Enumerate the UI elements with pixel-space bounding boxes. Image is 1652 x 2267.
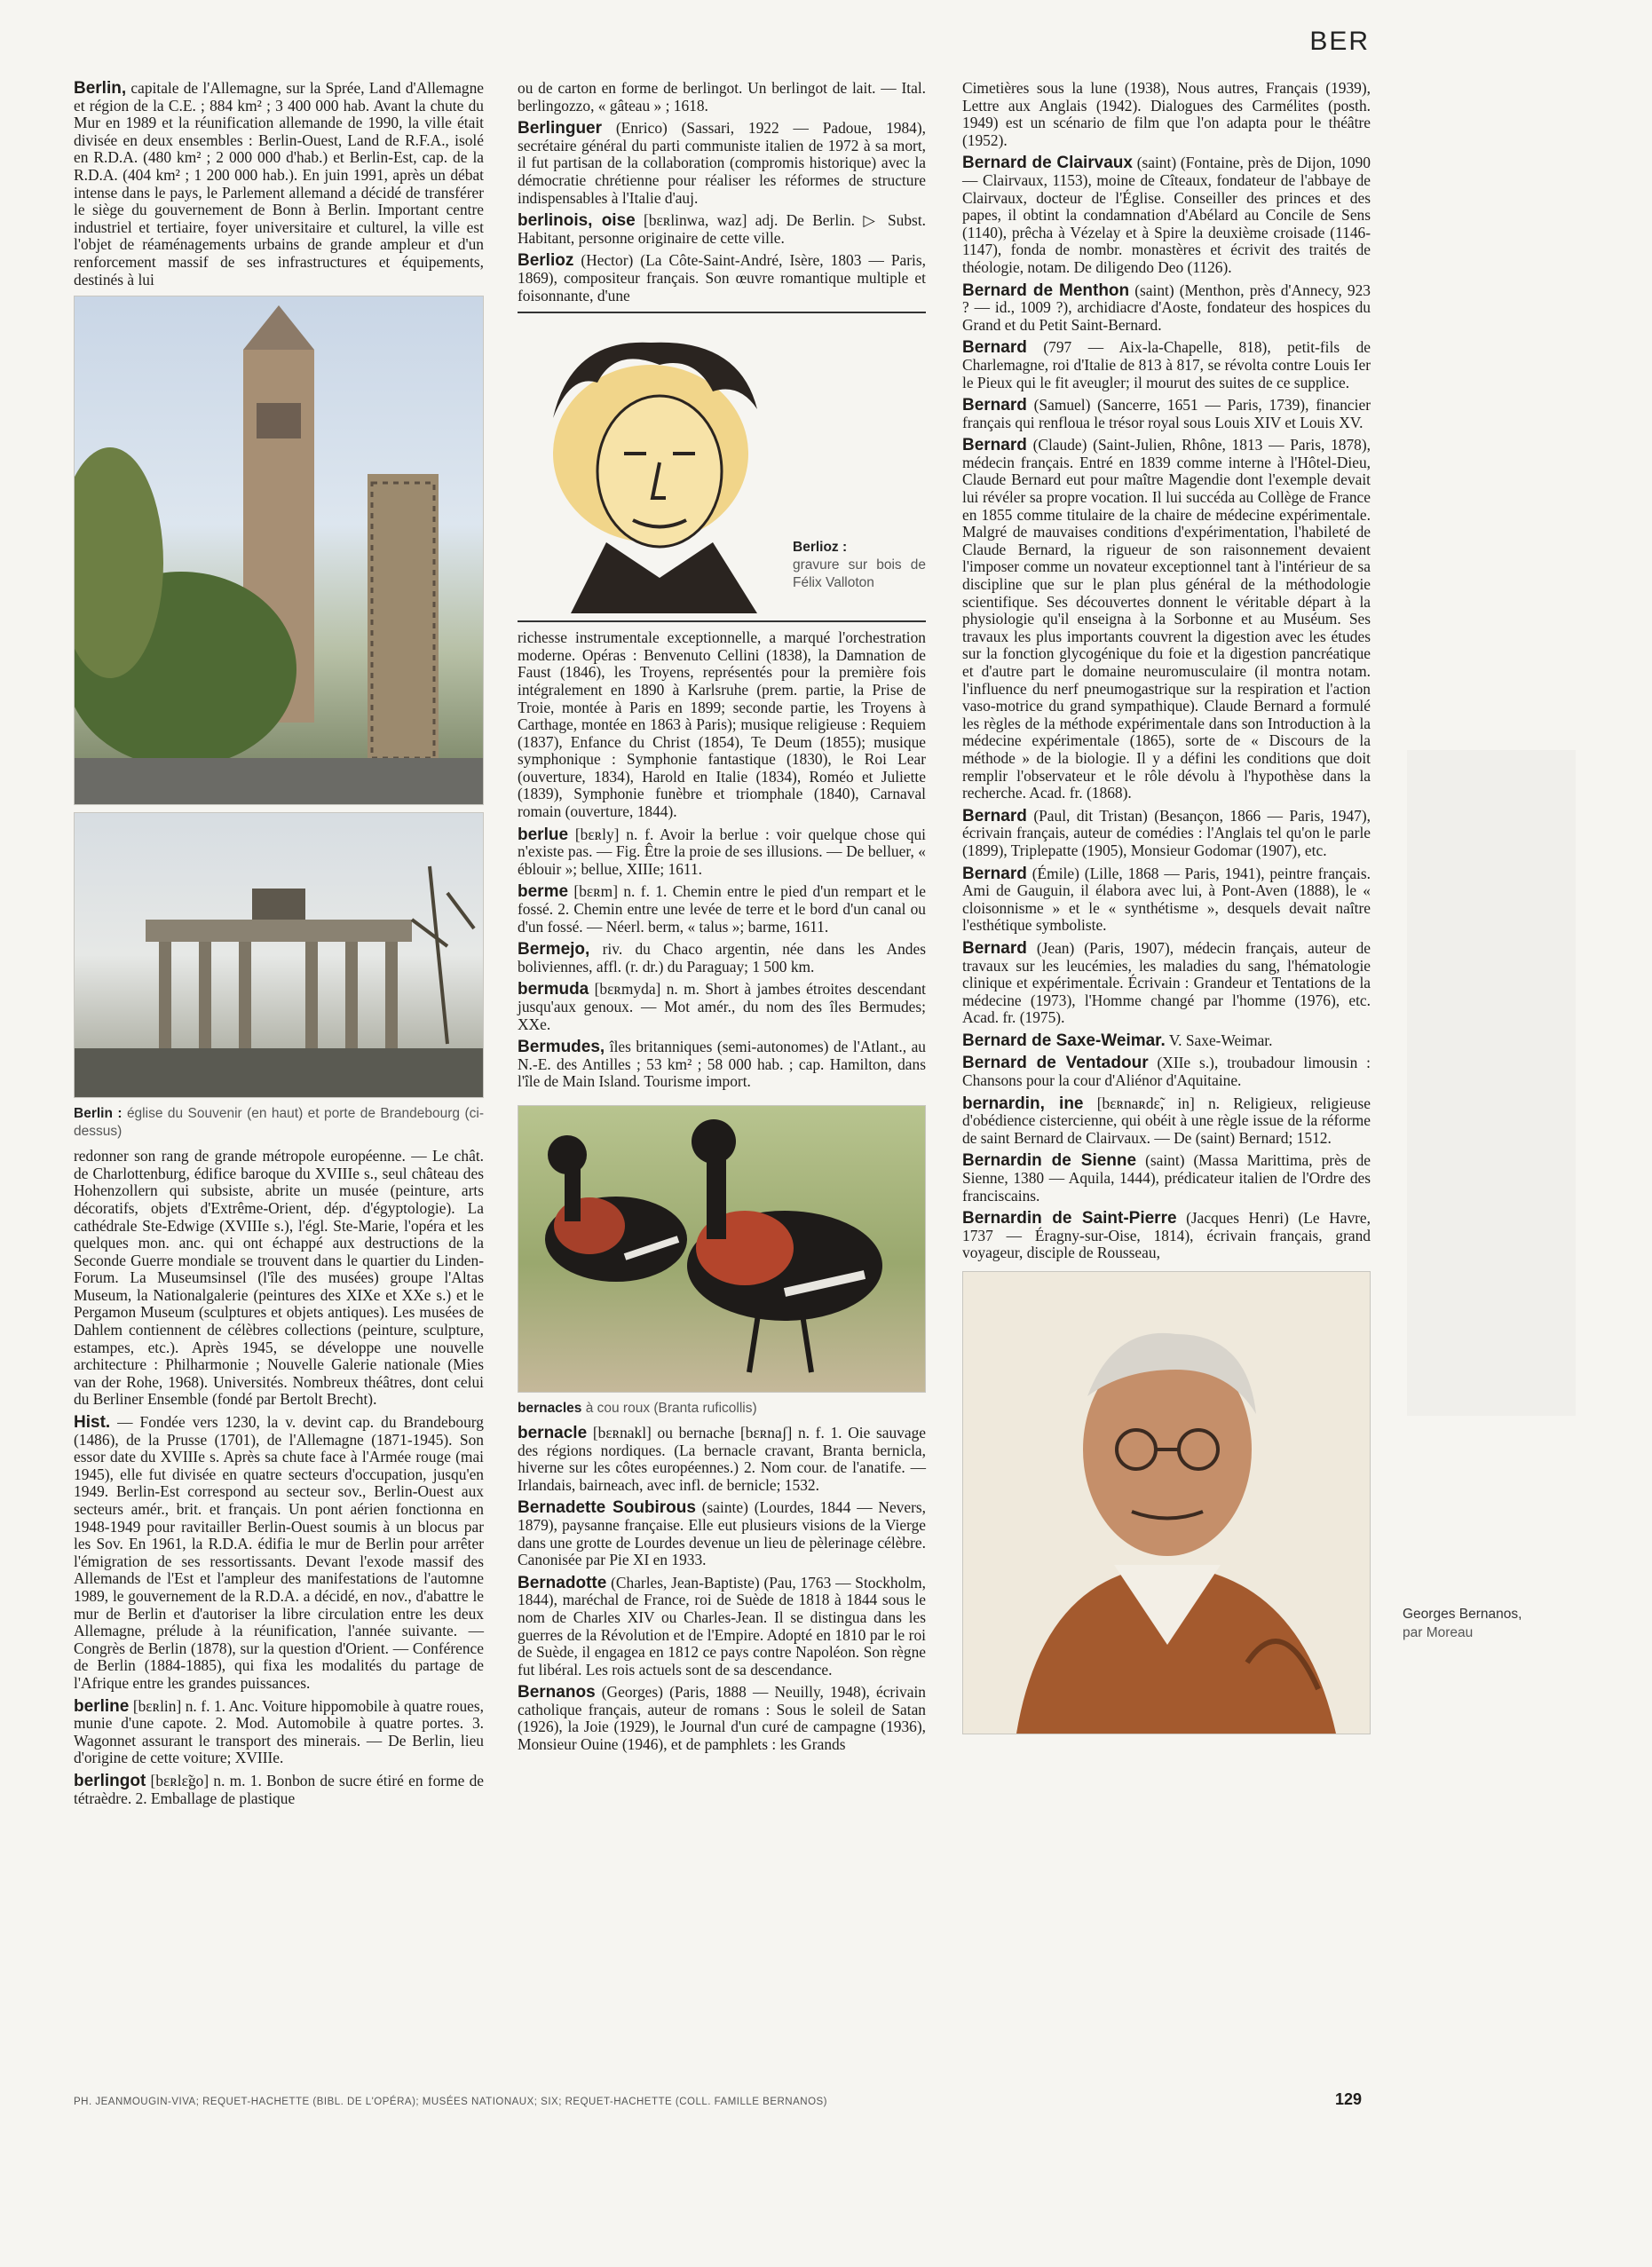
church-icon <box>75 296 483 804</box>
entry-text: (Paul, dit Tristan) (Besançon, 1866 — Paris, 1947), écrivain français, auteur de comédies : l'Anglais tel qu'on le parle (1899), Triplepatte (1905), Monsieur Godomar (1907), etc. <box>962 806 1371 859</box>
entry-text: [bɛʀm] n. f. 1. Chemin entre le pied d'un rempart et le fossé. 2. Chemin entre une levée de terre et le bord d'un canal ou d'un fossé. — Néerl. berm, « talus »; barme, 1611. <box>518 882 926 936</box>
entry-headword: Bernardin de Saint-Pierre <box>962 1209 1177 1228</box>
dictionary-entry <box>962 808 1371 860</box>
entry-text: [bɛʀlinwa, waz] adj. De Berlin. ▷ Subst. Habitant, personne originaire de cette ville. <box>518 211 926 247</box>
entry-headword: berlinois, oise <box>518 211 636 231</box>
entries-berlingot-berlioz <box>518 80 926 304</box>
dictionary-entry <box>518 941 926 976</box>
entry-text: V. Saxe-Weimar. <box>1168 1031 1273 1049</box>
dictionary-entry <box>518 1499 926 1568</box>
dictionary-entry <box>962 1152 1371 1205</box>
entries-berlin <box>74 80 484 288</box>
dictionary-entry <box>962 437 1371 802</box>
dictionary-entry <box>518 1684 926 1753</box>
entry-headword: berme <box>518 882 569 902</box>
entry-text: [bɛʀnaʀdɛ̃, in] n. Religieux, religieuse d'obédience cistercienne, qui obéit à une règle issue de la réforme de saint Bernard de Clairvaux. — De (saint) Bernard; 1512. <box>962 1094 1371 1147</box>
dictionary-entry <box>518 80 926 115</box>
dictionary-entry <box>962 154 1371 276</box>
dictionary-entry <box>962 80 1371 149</box>
entry-text: (saint) (Massa Marittima, près de Sienne, 1380 — Aquila, 1444), prédicateur italien de l'Ordre des franciscains. <box>962 1151 1371 1205</box>
entry-headword: Bernard <box>962 938 1027 958</box>
dictionary-entry <box>962 865 1371 935</box>
entry-headword: Berlin, <box>74 79 127 98</box>
entry-text: (Charles, Jean-Baptiste) (Pau, 1763 — Stockholm, 1844), maréchal de France, roi de Suède de 1818 à 1844 sous le nom de Charles XIV ou Charles-Jean. Il se distingua dans les guerres de la Révolution et de l'Empire. Adopté en 1810 par le roi de Suède, il engagea en 1812 ce pays contre Napoléon. Son règne fut libéral. Les rois actuels sont de sa descendance. <box>518 1573 926 1679</box>
caption-berlioz: Berlioz : gravure sur bois de Félix Valloton <box>793 540 926 591</box>
photo-brandenburg-gate <box>74 812 484 1098</box>
dictionary-entry <box>518 883 926 936</box>
entry-text: (XIIe s.), troubadour limousin : Chansons pour la cour d'Aliénor d'Aquitaine. <box>962 1054 1371 1090</box>
section-header: BER <box>1309 27 1370 56</box>
entry-text: [bɛʀlin] n. f. 1. Anc. Voiture hippomobile à quatre roues, munie d'une capote. 2. Mod. Automobile à quatre portes. 3. Wagonnet assurant le transport des minerais. — De Berlin, lieu d'origine de cette voiture; XVIIIe. <box>74 1696 484 1767</box>
entry-headword: Hist. <box>74 1413 111 1433</box>
entry-headword: Bermudes, <box>518 1038 605 1057</box>
dictionary-entry <box>962 1210 1371 1262</box>
entry-headword: berline <box>74 1696 130 1716</box>
entry-text: (Samuel) (Sancerre, 1651 — Paris, 1739), financier français qui renfloua le trésor royal sous Louis XIV et Louis XV. <box>962 396 1371 431</box>
dictionary-entry <box>518 826 926 879</box>
entry-text: (Georges) (Paris, 1888 — Neuilly, 1948), écrivain catholique français, auteur de romans : Sous le soleil de Satan (1926), la Joie (1929), le Journal d'un curé de campagne (1936), Monsieur Ouine (1946), et de pamphlets : les Grands <box>518 1683 926 1754</box>
entry-headword: Bernadotte <box>518 1573 607 1592</box>
entry-text: îles britanniques (semi-autonomes) de l'Atlant., au N.-E. des Antilles ; 53 km² ; 58 000 hab. ; cap. Hamilton, dans l'île de Main Island. Tourisme import. <box>518 1038 926 1091</box>
bernanos-portrait-icon <box>963 1272 1370 1734</box>
entry-headword: Bernanos <box>518 1683 596 1702</box>
entry-text: capitale de l'Allemagne, sur la Sprée, Land d'Allemagne et région de la C.E. ; 884 km² ; 3 400 000 hab. Avant la chute du Mur en 1989 et la réunification allemande de 1990, la ville était divisée en deux ensembles : Berlin-Ouest, Land de R.F.A., isolé en R.D.A. (480 km² ; 2 000 000 d'hab.) et Berlin-Est, cap. de la R.D.A. (404 km² ; 1 200 000 hab.). En juin 1991, après un débat intense dans le pays, le Parlement allemand a décidé de transférer le siège du gouvernement de Bonn à Berlin. Important centre industriel et tertiaire, foyer universitaire et culturel, la ville est l'objet de réaménagements urbains de grande ampleur et d'un renforcement massif de ses infrastructures et équipements, destinés à lui <box>74 79 484 288</box>
gate-icon <box>75 813 483 1097</box>
dictionary-entry <box>962 397 1371 431</box>
show-through-image <box>1407 750 1576 1416</box>
dictionary-entry <box>74 1773 484 1807</box>
page-number: 129 <box>1335 2090 1363 2108</box>
dictionary-entry <box>518 629 926 821</box>
caption-bernanos: Georges Bernanos, par Moreau <box>1403 1607 1522 1640</box>
entry-headword: Bernard de Menthon <box>962 280 1130 300</box>
entry-text: (Enrico) (Sassari, 1922 — Padoue, 1984), secrétaire général du parti communiste italien de 1972 à sa mort, il fut partisan de la collaboration (compromis historique) avec la démocratie chrétienne pour réaliser les réformes de structure indispensables à l'Italie d'auj. <box>518 119 927 207</box>
caption-bernacles: bernacles à cou roux (Branta ruficollis) <box>518 1400 757 1416</box>
berlioz-portrait-icon <box>518 320 775 613</box>
dictionary-entry <box>962 282 1371 335</box>
entry-text: — Fondée vers 1230, la v. devint cap. du Brandebourg (1486), de la Prusse (1701), de l'Allemagne (1871-1945). Son essor date du XVIIIe s. Après sa chute face à l'Armée rouge (mai 1945), elle fut divisée en quatre secteurs d'occupation, jusqu'en 1949. Berlin-Est correspond au secteur sov., Berlin-Ouest aux secteurs amér., brit. et français. Un pont aérien fonctionna en 1948-1949 pour ravitailler Berlin-Ouest soumis à un blocus par les Sov. En 1961, la R.D.A. édifia le mur de Berlin pour arrêter l'émigration de ses ressortissants. Devant l'exode massif des Allemands de l'Est et l'ampleur des manifestations de l'automne 1989, le gouvernement de la R.D.A. a décidé, en nov., d'abattre le mur de Berlin et d'autoriser la libre circulation entre les deux Allemagne, prélude à la réunification, l'année suivante. — Congrès de Berlin (1878), sur la question d'Orient. — Conférence de Berlin (1884-1885), qui fixa les modalités du partage de l'Afrique entre les grandes puissances. <box>74 1413 484 1692</box>
dictionary-entry <box>518 120 926 207</box>
dictionary-entry <box>74 80 484 288</box>
dictionary-entry <box>518 981 926 1033</box>
entry-headword: bernardin, ine <box>962 1094 1084 1113</box>
entry-text: (saint) (Menthon, près d'Annecy, 923 ? — id., 1009 ?), archidiacre d'Aoste, fondateur des hospices du Grand et du Petit Saint-Bernard. <box>962 280 1371 334</box>
entry-text: (Claude) (Saint-Julien, Rhône, 1813 — Paris, 1878), médecin français. Entré en 1839 comme interne à l'Hôtel-Dieu, Claude Bernard eut pour maître Magendie dont l'exemple devait lui révéler sa propre vocation. Il lui succéda au Collège de France en 1855 comme titulaire de la chaire de médecine expérimentale. Malgré de mauvaises conditions d'expérimentation, l'habileté de Claude Bernard, la rigueur de son raisonnement devaient l'imposer comme un novateur exceptionnel tant à l'intérieur de sa discipline que sur le plan plus général de la méthodologie scientifique. Ses découvertes donnent le véritable départ à la physiologie qu'il enseigna à la Sorbonne et au Muséum. Ses travaux les plus importants couvrent la digestion avec les études sur la fonction glycogénique du foie et la digestion pancréatique et d'autre part le domaine neuromusculaire (il montra notam. l'influence du nerf pneumogastrique sur la respiration et l'action vaso-motrice du grand sympathique). Claude Bernard a formulé les règles de la méthode expérimentale dans son Introduction à la médecine expérimentale (1865), sorte de « Discours de la méthode » de la biologie. Il y a défini les conditions que doit remplir l'observateur et le rôle dévolu à l'hypothèse dans la recherche. Acad. fr. (1868). <box>962 436 1371 802</box>
column-2 <box>518 80 926 1759</box>
dictionary-entry <box>74 1414 484 1693</box>
entry-headword: berlue <box>518 825 569 844</box>
entry-headword: Bernard de Clairvaux <box>962 154 1133 173</box>
entries-bernacle-bernanos <box>518 1425 926 1754</box>
entry-text: (Jacques Henri) (Le Havre, 1737 — Éragny-sur-Oise, 1814), écrivain français, grand voyageur, disciple de Rousseau, <box>962 1209 1371 1262</box>
goose-icon <box>518 1106 926 1392</box>
column-1 <box>74 80 484 1813</box>
entry-headword: Berlioz <box>518 251 574 271</box>
entries-berlioz-bermudes <box>518 629 926 1091</box>
dictionary-entry <box>962 940 1371 1027</box>
entry-headword: Berlinguer <box>518 119 603 138</box>
dictionary-entry <box>518 1575 926 1679</box>
dictionary-entry <box>74 1698 484 1767</box>
entry-text: [bɛʀlɛ̃go] n. m. 1. Bonbon de sucre étiré en forme de tétraèdre. 2. Emballage de plastique <box>74 1771 484 1807</box>
dictionary-entry <box>962 339 1371 391</box>
entry-text: (Hector) (La Côte-Saint-André, Isère, 1803 — Paris, 1869), compositeur français. Son œuvre romantique multiple et foisonnante, d'une <box>518 251 926 304</box>
entry-text: riv. du Chaco argentin, née dans les Andes boliviennes, affl. (r. dr.) du Paraguay; 1 500 km. <box>518 940 926 976</box>
entry-text: richesse instrumentale exceptionnelle, a marqué l'orchestration moderne. Opéras : Benvenuto Cellini (1838), la Damnation de Faust (1846), les Troyens, représentés pour la première fois intégralement en 1890 à Karlsruhe (prem. partie, la Prise de Troie, montée à Paris en 1899; seconde partie, les Troyens à Carthage, montée en 1863 à Paris); musique religieuse : Requiem (1837), Enfance du Christ (1854), Te Deum (1855); musique symphonique : Symphonie fantastique (1830), le Roi Lear (ouverture, 1834), Harold en Italie (1834), Roméo et Juliette (1839), Symphonie funèbre et triomphale (1840), Carnaval romain (ouverture, 1844). <box>518 628 926 821</box>
dictionary-entry <box>518 1039 926 1091</box>
entry-text: redonner son rang de grande métropole européenne. — Le chât. de Charlottenburg, édifice baroque du XVIIIe s., seul château des Hohenzollern qui subsiste, abrite un musée (peinture, arts décoratifs, objets d'Extrême-Orient, dép. d'égyptologie). La cathédrale Ste-Edwige (XVIIIe s.), l'égl. Ste-Marie, l'opéra et les quelques mon. anc. qui ont échappé aux destructions de la Seconde Guerre mondiale se trouvent dans le quartier du Linden-Forum. La Museumsinsel (l'île des musées) groupe l'Altas Museum, la Nationalgalerie (peintures des XIXe et XXe s.) et le Pergamon Museum (sculptures et objets antiques). Les musées de Dahlem contiennent de célèbres collections (peinture, sculpture, estampes, etc.). Après 1945, se développe une nouvelle architecture : Philharmonie ; Nouvelle Galerie nationale (Mies van der Rohe, 1968). Universités. Nombreux théâtres, dont celui du Berliner Ensemble (fondé par Bertolt Brecht). <box>74 1147 484 1409</box>
dictionary-entry <box>518 212 926 247</box>
entry-text: (797 — Aix-la-Chapelle, 818), petit-fils de Charlemagne, roi d'Italie de 813 à 817, se révolta contre Louis Ier le Pieux qui le fit aveugler; il mourut des suites de ce supplice. <box>962 338 1371 391</box>
dictionary-entry <box>518 1425 926 1494</box>
entry-headword: Bernard <box>962 396 1027 415</box>
column-3 <box>962 80 1371 1742</box>
entry-headword: Bernard <box>962 338 1027 358</box>
dictionary-entry <box>74 1148 484 1409</box>
entries-bernard <box>962 80 1371 1262</box>
entry-headword: Bernard <box>962 436 1027 455</box>
entry-text: (Émile) (Lille, 1868 — Paris, 1941), peintre français. Ami de Gauguin, il élabora avec lui, à Pont-Aven (1888), le « cloisonnisme » et le « synthétisme », desquels devait naître l'esthétique symboliste. <box>962 864 1371 935</box>
entry-headword: Bernard <box>962 806 1027 825</box>
entry-text: [bɛʀmyda] n. m. Short à jambes étroites descendant jusqu'aux genoux. — Mot amér., du nom des îles Bermudes; XXe. <box>518 980 926 1033</box>
divider <box>518 620 926 622</box>
dictionary-entry <box>962 1055 1371 1089</box>
entry-headword: Bernadette Soubirous <box>518 1498 696 1518</box>
entry-text: Cimetières sous la lune (1938), Nous autres, Français (1939), Lettre aux Anglais (1942). Dialogues des Carmélites (posth. 1949) est un scénario de film que l'on adapta pour le théâtre (1952). <box>962 79 1371 149</box>
entry-headword: Bernard de Ventadour <box>962 1054 1149 1073</box>
entry-headword: Bermejo, <box>518 940 590 960</box>
portrait-bernanos <box>962 1271 1371 1734</box>
photo-gedachtniskirche <box>74 296 484 805</box>
entry-text: (sainte) (Lourdes, 1844 — Nevers, 1879), paysanne française. Elle eut plusieurs visions de la Vierge dans une grotte de Lourdes devenue un lieu de pèlerinage célèbre. Canonisée par Pie XI en 1933. <box>518 1498 926 1569</box>
photo-credits: PH. JEANMOUGIN-VIVA; REQUET-HACHETTE (BIBL. DE L'OPÉRA); MUSÉES NATIONAUX; SIX; REQUET-HACHETTE (COLL. FAMILLE BERNANOS) <box>74 2097 828 2107</box>
entry-headword: berlingot <box>74 1771 146 1790</box>
dictionary-entry <box>962 1032 1371 1050</box>
entry-text: [bɛʀly] n. f. Avoir la berlue : voir quelque chose qui n'existe pas. — Fig. Être la proie de ses illusions. — De belluer, « éblouir »; bellue, XIIIe; 1611. <box>518 825 926 878</box>
entry-headword: bermuda <box>518 980 589 999</box>
entry-text: ou de carton en forme de berlingot. Un berlingot de lait. — Ital. berlingozzo, « gâteau » ; 1618. <box>518 79 926 115</box>
divider <box>518 312 926 313</box>
entry-headword: Bernard <box>962 864 1027 883</box>
dictionary-entry <box>518 252 926 304</box>
dictionary-entry <box>962 1095 1371 1148</box>
entry-text: [bɛʀnakl] ou bernache [bɛʀnaʃ] n. f. 1. Oie sauvage des régions nordiques. (La bernacle cravant, Branta bernicla, hiverne sur les côtes européennes.) 2. Nom cour. de l'anatife. — Irlandais, bairneach, avec infl. de bernicle; 1532. <box>518 1423 926 1494</box>
entry-text: (Jean) (Paris, 1907), médecin français, auteur de travaux sur les leucémies, les maladies du sang, l'hématologie clinique et expérimentale. Écrivain : Grandeur et Tentations de la médecine (1973), l'Homme changé par l'homme (1976), etc. Acad. fr. (1975). <box>962 938 1371 1027</box>
entry-text: (saint) (Fontaine, près de Dijon, 1090 — Clairvaux, 1153), moine de Cîteaux, fondateur de l'abbaye de Clairvaux, docteur de l'Église. Conseiller des princes et des papes, il obtint la condamnation d'Abélard au Concile de Sens (1140), prêcha à Vézelay et à Spire la deuxième croisade (1146-1147), fonda de nombr. monastères et écrivit des traités de théologie, notam. De diligendo Deo (1126). <box>962 154 1371 276</box>
photo-bernacles <box>518 1105 926 1393</box>
illustration-berlioz <box>518 320 926 613</box>
entry-headword: bernacle <box>518 1423 588 1442</box>
entry-headword: Bernard de Saxe-Weimar. <box>962 1031 1166 1050</box>
caption-berlin: Berlin : église du Souvenir (en haut) et porte de Brandebourg (ci-dessus) <box>74 1106 484 1140</box>
entries-berlin-continued <box>74 1148 484 1807</box>
entry-headword: Bernardin de Sienne <box>962 1151 1137 1171</box>
